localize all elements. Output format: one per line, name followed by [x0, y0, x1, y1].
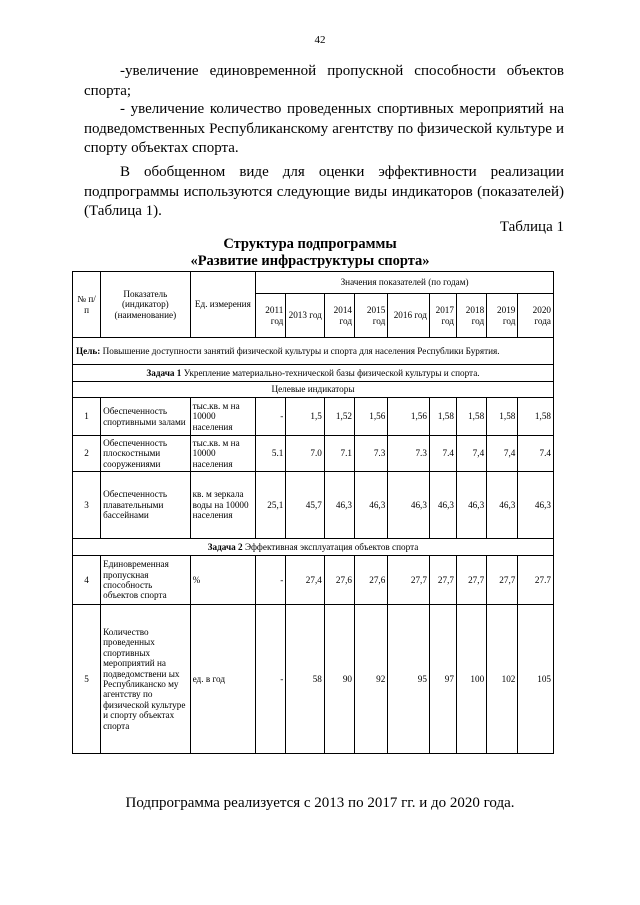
- row-value: 27,7: [487, 556, 518, 605]
- row-value: 105: [518, 605, 554, 754]
- goal-row: [73, 338, 554, 365]
- target-indicators-row: Целевые индикаторы: [73, 382, 554, 398]
- header-year: 2011 год: [256, 294, 286, 338]
- row-value: -: [256, 605, 286, 754]
- row-unit: %: [190, 556, 256, 605]
- row-num: 3: [73, 472, 101, 539]
- row-unit: тыс.кв. м на 10000 населения: [190, 398, 256, 436]
- row-value: 7,4: [456, 436, 486, 472]
- header-num: № п/п: [73, 272, 101, 338]
- row-value: 1,58: [518, 398, 554, 436]
- table-row: [73, 398, 554, 436]
- table-row: [73, 472, 554, 539]
- row-value: 1,58: [487, 398, 518, 436]
- task2-text: Эффективная эксплуатация объектов спорта: [242, 541, 419, 552]
- table-row: [73, 436, 554, 472]
- task2-row: [73, 539, 554, 556]
- footer-text: Подпрограмма реализуется с 2013 по 2017 гг. и до 2020 года.: [125, 795, 515, 811]
- row-value: 1,5: [286, 398, 325, 436]
- header-year: 2019 год: [487, 294, 518, 338]
- row-value: 46,3: [388, 472, 430, 539]
- table-body: [73, 338, 554, 754]
- table-row: [73, 605, 554, 754]
- paragraph-events: - увеличение количество проведенных спортивных мероприятий на подведомственных Республиканскому агентству по физической культуре и спорту объектах спорта.: [84, 101, 564, 156]
- paragraph-summary: В обобщенном виде для оценки эффективности реализации подпрограммы используются следующие виды индикаторов (показателей) (Таблица 1).: [84, 164, 564, 219]
- row-value: 7.3: [388, 436, 430, 472]
- row-value: 7.4: [429, 436, 456, 472]
- row-value: 97: [429, 605, 456, 754]
- row-value: 27,6: [324, 556, 354, 605]
- row-value: 5.1: [256, 436, 286, 472]
- row-value: 46,3: [355, 472, 388, 539]
- row-value: 46,3: [456, 472, 486, 539]
- header-year: 2018 год: [456, 294, 486, 338]
- header-year: 2014 год: [324, 294, 354, 338]
- row-indicator: Обеспеченность плоскостными сооружениями: [101, 436, 191, 472]
- row-unit: кв. м зеркала воды на 10000 населения: [190, 472, 256, 539]
- page-number: 42: [314, 34, 326, 46]
- row-value: 102: [487, 605, 518, 754]
- indicators-table-wrapper: [72, 271, 554, 754]
- row-value: 27,4: [286, 556, 325, 605]
- row-indicator: Количество проведенных спортивных мероприятий на подведомствени ых Республиканско му агентству по физической культуре и спорту объектах спорта: [101, 605, 191, 754]
- row-indicator: Единовременная пропускная способность объектов спорта: [101, 556, 191, 605]
- row-value: 25,1: [256, 472, 286, 539]
- row-value: 27,6: [355, 556, 388, 605]
- goal-label: Цель:: [76, 345, 101, 356]
- row-unit: тыс.кв. м на 10000 населения: [190, 436, 256, 472]
- row-value: 1,52: [324, 398, 354, 436]
- row-value: 7.1: [324, 436, 354, 472]
- task1-text: Укрепление материально-технической базы физической культуры и спорта.: [181, 367, 480, 378]
- row-value: 45,7: [286, 472, 325, 539]
- row-value: 27,7: [456, 556, 486, 605]
- row-num: 1: [73, 398, 101, 436]
- goal-text: Повышение доступности занятий физической культуры и спорта для населения Республики Бурятия.: [100, 345, 500, 356]
- row-value: 46,3: [324, 472, 354, 539]
- row-value: 7.0: [286, 436, 325, 472]
- row-value: 1,56: [355, 398, 388, 436]
- row-num: 4: [73, 556, 101, 605]
- table-title-line1: Структура подпрограммы: [223, 236, 397, 252]
- header-year: 2020 года: [518, 294, 554, 338]
- row-value: 46,3: [518, 472, 554, 539]
- header-indicator: Показатель (индикатор) (наименование): [101, 272, 191, 338]
- table-title: [70, 236, 550, 270]
- task1-label: Задача 1: [146, 367, 182, 378]
- paragraph-capacity: -увеличение единовременной пропускной способности объектов спорта;: [84, 63, 564, 99]
- row-value: 7.4: [518, 436, 554, 472]
- row-value: 27,7: [388, 556, 430, 605]
- row-value: 46,3: [429, 472, 456, 539]
- row-value: 1,58: [429, 398, 456, 436]
- row-value: 92: [355, 605, 388, 754]
- row-value: -: [256, 556, 286, 605]
- row-value: 1,56: [388, 398, 430, 436]
- header-year: 2016 год: [388, 294, 430, 338]
- header-values-group: Значения показателей (по годам): [256, 272, 554, 294]
- row-value: 27.7: [518, 556, 554, 605]
- indicators-table: [72, 271, 554, 754]
- table-label: Таблица 1: [499, 219, 564, 235]
- header-year: 2015 год: [355, 294, 388, 338]
- header-unit: Ед. измерения: [190, 272, 256, 338]
- row-indicator: Обеспеченность спортивными залами: [101, 398, 191, 436]
- header-year: 2017 год: [429, 294, 456, 338]
- row-value: 100: [456, 605, 486, 754]
- row-value: 27,7: [429, 556, 456, 605]
- row-value: 1,58: [456, 398, 486, 436]
- row-value: 90: [324, 605, 354, 754]
- row-num: 2: [73, 436, 101, 472]
- task1-row: [73, 365, 554, 382]
- row-indicator: Обеспеченность плавательными бассейнами: [101, 472, 191, 539]
- table-row: [73, 556, 554, 605]
- row-unit: ед. в год: [190, 605, 256, 754]
- row-value: 95: [388, 605, 430, 754]
- row-value: 46,3: [487, 472, 518, 539]
- row-num: 5: [73, 605, 101, 754]
- row-value: 7,4: [487, 436, 518, 472]
- row-value: 58: [286, 605, 325, 754]
- table-title-line2: «Развитие инфраструктуры спорта»: [190, 253, 430, 269]
- header-year: 2013 год: [286, 294, 325, 338]
- row-value: -: [256, 398, 286, 436]
- row-value: 7.3: [355, 436, 388, 472]
- task2-label: Задача 2: [207, 541, 243, 552]
